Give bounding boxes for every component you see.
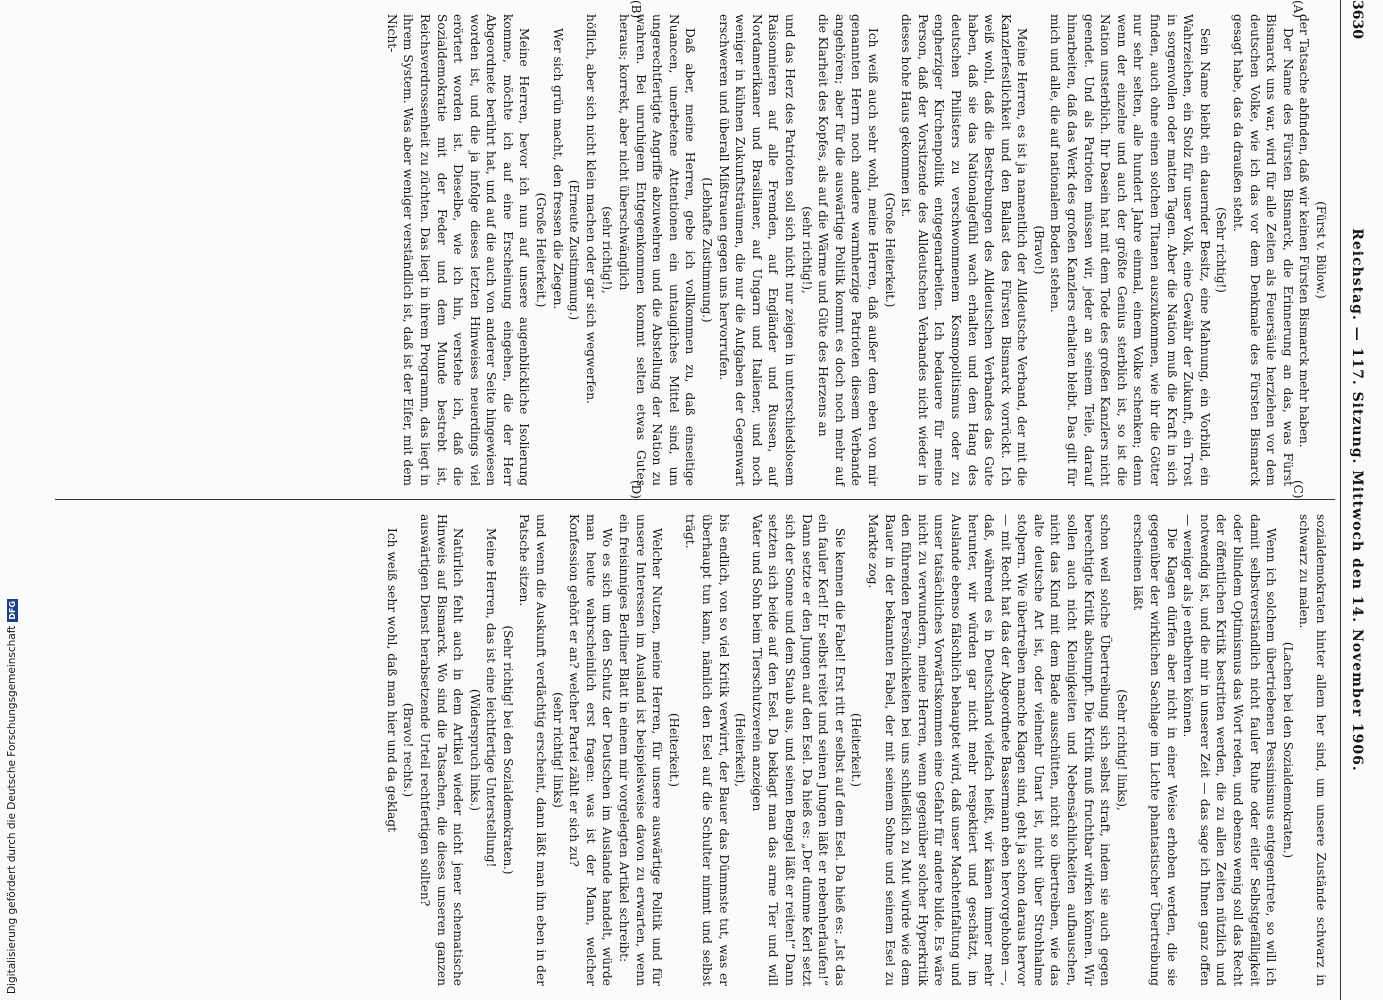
paragraph: Wenn ich solchem übertriebenen Pessimismus entgegentrete, so will ich damit selbstverständlich nicht fauler Ruhe oder eitler Selbstgefälligkeit oder blindem Optimismus das Wort reden, und ebenso wenig soll das Recht der öffentlichen Kritik bestritten werden, die zu allen Zeiten nützlich und notwendig ist, und die mir in unserer Zeit — das sage ich Ihnen ganz offen — weniger als je entbehren können. xyxy=(1181,514,1279,986)
paragraph-continuation: bis endlich, von so viel Kritik verwirrt, der Bauer das Dümmste tut, was er überhaupt tun kann, nämlich den Esel auf die Schulter nimmt und selbst trägt. xyxy=(683,514,731,986)
page-header xyxy=(1345,0,1369,1000)
paragraph: Ich weiß auch sehr wohl, meine Herren, daß außer dem eben von mir genannten Herrn noch andere warmherzige Patrioten diesem Verbande angehören; aber für die auswärtige Politik kommt es doch noch mehr auf die Klarheit des Kopfes, als auf die Wärme und Güte des Herzens an xyxy=(816,14,880,486)
speech-reaction: (Widerspruch links.) xyxy=(467,689,482,811)
column-divider xyxy=(55,499,1335,500)
footer-text: Digitalisierung gefördert durch die Deutsche Forschungsgemeinschaft xyxy=(6,625,18,994)
speech-reaction: (Bravo! rechts.) xyxy=(401,702,416,798)
paragraph: Natürlich fehlt auch in dem Artikel wieder nicht jener schematische Hinweis auf Bismarck. Wo sind die Tatsachen, die dieses unseren ganzen auswärtigen Dienst herabsetzende Urteil rechtfertigen sollten? xyxy=(417,514,466,986)
speech-reaction: (Große Heiterkeit.) xyxy=(534,192,549,308)
speech-reaction: (Lachen bei den Sozialdemokraten.) xyxy=(1280,641,1295,859)
paragraph-continuation: höflich, aber sich nicht klein machen oder gar sich wegwerfen. xyxy=(583,14,598,404)
paragraph-continuation: sozialdemokraten hinter allem her sind, um unsere Zustände schwarz in schwarz zu malen. xyxy=(1297,514,1328,986)
paragraph: Welcher Nutzen, meine Herren, für unsere auswärtige Politik und für unsere Interessen im Ausland ist beispielsweise davon zu erwarten, wenn ein freisinniges Berliner Blatt in einem mir vorgelegten Artikel schreibt: xyxy=(617,514,665,986)
paragraph: Wo es sich um den Schutz der Deutschen im Auslande handelt, würde man heute wahrscheinlich erst fragen: was ist der Mann, welcher Konfession gehört er an? welcher Partei zählt er sich zu? xyxy=(567,514,615,986)
dfg-logo: DFG xyxy=(7,600,17,620)
paragraph: Daß aber, meine Herren, gebe ich vollkommen zu, daß einseitige Nuancen, unerbetene Attentionen ein untaugliches Mittel sind, um ungerechtfertigte Angriffe abzuwehren und die Abstellung der Nation zu wahren. Bei unruhigem Entgegenkommen kommt selten etwas Gutes heraus; korrekt, aber nicht überschwänglich xyxy=(617,14,698,486)
paragraph: Sein Name bleibt ein dauernder Besitz, eine Mahnung, ein Vorbild, ein Wahrzeichen, ein Stolz für unser Volk, eine Gewähr der Zukunft, ein Trost in sorgenvollen oder matten Tagen. Aber die Nation muß die Kraft in sich finden, auch ohne einen solchen Titanen auszukommen, wie ihr die Götter nur sehr selten, alle hundert Jahre einmal, einem Volke schenken; denn wenn der einzelne und auch der größte Genius sterblich ist, so ist die Nation unsterblich. Ihr Dasein hat mit dem Tode des großen Kanzlers nicht geendet. Und als Patrioten müssen wir, jeder an seinem Teile, darauf hinarbeiten, daß das Werk des großen Kanzlers erhalten bleibt. Das gilt für mich und alle, die auf nationalem Boden stehen. xyxy=(1048,14,1212,486)
speech-reaction: (sehr richtig!), xyxy=(600,206,615,294)
paragraph: Meine Herren, bevor ich nun auf unsere augenblickliche Isolierung komme, möchte ich auf eine Erscheinung eingehen, die der Herr Abgeordnete berührt hat, und auf die auch von anderer Seite hingewiesen worden ist, und die ja infolge dieses letzten Hinweises neuerdings viel erörtert worden ist. Dieselbe, wie ich hin, verstehe ich, daß die Sozialdemokratie mit der Feder und dem Munde bestrebt ist, Reichsverdrossenheit zu züchten. Das liegt in ihrem Programm, das liegt in ihrem System. Was aber weniger verständlich ist, daß ist der Eifer, mit dem Nicht- xyxy=(384,14,532,486)
header-rule xyxy=(1340,0,1341,1000)
paragraph-continuation: der Tatsache abfinden, daß wir keinen Fürsten Bismarck mehr haben. xyxy=(1297,14,1312,448)
speech-reaction: (sehr richtig!), xyxy=(799,206,814,294)
speech-reaction: (Sehr richtig!) xyxy=(1214,207,1229,293)
left-column xyxy=(383,14,1329,486)
margin-mark-d: (D) xyxy=(629,480,643,499)
paragraph-continuation: und wenn die Auskunft verdächtig erscheint, dann läßt man ihn eben in der Patsche sitzen. xyxy=(517,514,549,986)
speech-reaction: (Fürst v. Bülow.) xyxy=(1314,201,1328,299)
speech-reaction: (Lebhafte Zustimmung.) xyxy=(700,177,715,323)
paragraph: Ich weiß sehr wohl, daß man hier und da geklagt xyxy=(384,528,399,833)
paragraph-continuation: und das Herz des Patrioten soll sich nicht nur zeigen in unterschiedslosem Raisonnieren auf alle Fremden, auf Engländer und Russen, auf Nordamerikaner und Brasilianer, auf Ungarn und Italiener, und noch weniger in kühnen Zukunftsträumen, die nur die Aufgaben der Gegenwart erschweren und überall Mißtrauen gegen uns hervorrufen. xyxy=(716,14,797,486)
paragraph: Meine Herren, es ist ja namentlich der Alldeutsche Verband, der mit die Kanzlerfestlichkeit und den Ballast des Fürsten Bismarck vorrückt. Ich weiß wohl, daß die Bestrebungen des Alldeutschen Verbandes das Gute haben, daß sie das Nationalgefühl wach erhalten und dem Hang des deutschen Philisters zu verschwommenem Kosmopolitismus oder zu engherziger Kirchenpolitik entgegenarbeiten. Ich bedauere für meine Person, daß der Vorsitzende des Alldeutschen Verbandes nicht wieder in dieses hohe Haus gekommen ist. xyxy=(899,14,1030,486)
paragraph: Meine Herren, das ist eine leichtfertige Unterstellung! xyxy=(484,528,499,868)
speech-reaction: (Bravo!) xyxy=(1031,225,1046,275)
digitization-footer xyxy=(4,600,20,994)
paragraph: Der Name des Fürsten Bismarck, die Erinnerung an das, was Fürst Bismarck uns war, wird für alle Zeiten als Feuersäule herziehen vor dem deutschen Volke, wie ich das vor dem Denkmale des Fürsten Bismarck gesagt habe, das da draußen steht. xyxy=(1231,14,1295,486)
speech-reaction: (Sehr richtig! bei den Sozialdemokraten.) xyxy=(500,625,515,875)
right-column xyxy=(383,514,1329,986)
paragraph-continuation: schon weil solche Übertreibung sich selbst straft, indem sie auch gegen berechtigte Kritik abstumpft. Die Kritik muß fruchtbar wirken können. Wir sollen auch nicht Kleinigkeiten und Nebensächlichkeiten aufbauschen, nicht das Kind mit dem Bade ausschütten, nicht so übertreiben, wie das alte deutsche Art ist, oder vielmehr Unart ist, nicht über Strohhalme stolpern. Wie übertreiben manche Klagen sind, geht ja schon daraus hervor — mit Recht hat das der Abgeordnete Bassermann eben hervorgehoben —, daß, während es in Deutschland vielfach heißt, wir kämen immer mehr herunter, wir würden gar nicht mehr respektiert und geschätzt, im Auslande ebenso fälschlich behauptet wird, daß unser Machtentfaltung und unser tatsächliches Vorwärtskommen eine Gefahr für andere bilde. Es wäre nicht zu verwundern, meine Herren, wenn gegenüber solcher Hyperkritik den führenden Persönlichkeiten bei uns schließlich zu Mut würde wie dem Bauer in der bekannten Fabel, der mit seinem Sohne und seinem Esel zu Markte zog. xyxy=(865,514,1113,986)
paragraph: Sie kennen die Fabel! Erst ritt er selbst auf dem Esel. Da hieß es: „Ist das ein fauler Kerl! Er selbst reitet und seinen Jungen läßt er nebenherlaufen!“ Dann setzte er den Jungen auf den Esel. Da hieß es: „Der dumme Kerl setzt sich der Sonne und dem Staub aus, und seinen Bengel läßt er reiten!“ Dann setzten sich beide auf den Esel. Da beklagt man das arme Tier und will Vater und Sohn beim Tierschutzverein anzeigen xyxy=(749,514,847,986)
margin-mark-a: (A) xyxy=(1291,0,1305,19)
speech-reaction: (Heiterkeit.) xyxy=(849,712,864,787)
paragraph: Wer sich grün macht, den fressen die Ziegen. xyxy=(550,28,565,310)
speech-reaction: (Heiterkeit.) xyxy=(666,712,681,787)
speech-reaction: (Heiterkeit), xyxy=(733,712,748,787)
margin-mark-c: (C) xyxy=(1291,480,1305,499)
margin-mark-b: (B) xyxy=(629,0,643,19)
page-title: Reichstag. — 117. Sitzung. Mittwoch den 14. November 1906. xyxy=(1349,228,1365,772)
speech-reaction: (Große Heiterkeit.) xyxy=(882,192,897,308)
paragraph: Die Klagen dürfen aber nicht in einer Weise erhoben werden, die sie gegenüber der wirklichen Sachlage im Lichte phantastischer Übertreibung erscheinen läßt xyxy=(1131,514,1179,986)
speech-reaction: (Sehr richtig! links), xyxy=(1114,689,1129,811)
speech-reaction: (Erneute Zustimmung.) xyxy=(567,179,582,321)
speech-reaction: (sehr richtig! links) xyxy=(550,692,565,808)
page-number: 3630 xyxy=(1349,0,1365,39)
